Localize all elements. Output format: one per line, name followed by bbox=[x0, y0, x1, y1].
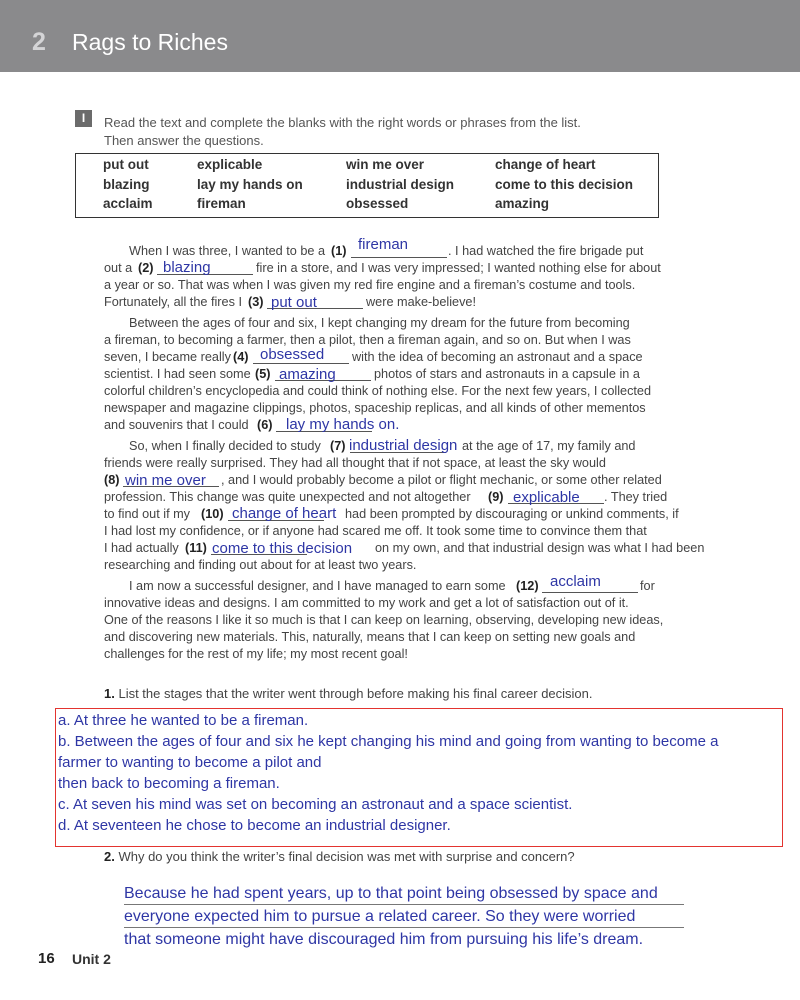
blank-number: (6) bbox=[257, 418, 273, 432]
text-line: . I had watched the fire brigade put bbox=[448, 244, 644, 258]
blank-number: (3) bbox=[248, 295, 264, 309]
blank-number: (11) bbox=[185, 541, 207, 555]
word-item: put out bbox=[103, 157, 149, 172]
word-item: come to this decision bbox=[495, 177, 634, 192]
answer-2-line: everyone expected him to pursue a related career. So they were worried bbox=[124, 908, 636, 925]
text-line: photos of stars and astronauts in a capsule in a bbox=[374, 367, 640, 381]
blank-line bbox=[351, 257, 447, 258]
text-line: with the idea of becoming an astronaut and a space bbox=[352, 350, 643, 364]
word-item: explicable bbox=[197, 157, 263, 172]
blank-number: (4) bbox=[233, 350, 249, 364]
text-line: fire in a store, and I was very impressed; I wanted nothing else for about bbox=[256, 261, 661, 275]
text-line: I had lost my confidence, or if anyone had scared me off. It took some time to convince them that bbox=[104, 524, 647, 538]
question-text: List the stages that the writer went through before making his final career decision. bbox=[118, 686, 593, 701]
question-1 bbox=[104, 686, 593, 701]
text-line: challenges for the rest of my life; my most recent goal! bbox=[104, 647, 408, 661]
unit-number: 2 bbox=[32, 28, 46, 56]
text-line: a fireman, to becoming a farmer, then a pilot, then a fireman again, and so on. But when I was bbox=[104, 333, 631, 347]
blank-answer: put out bbox=[271, 294, 317, 311]
exercise-badge: I bbox=[75, 110, 92, 127]
text-line: scientist. I had seen some bbox=[104, 367, 251, 381]
answer-1-line: b. Between the ages of four and six he kept changing his mind and going from wanting to become a bbox=[58, 733, 719, 750]
exercise-instruction bbox=[104, 114, 704, 150]
blank-answer: change of heart bbox=[232, 505, 337, 522]
word-item: industrial design bbox=[346, 177, 455, 192]
blank-number: (2) bbox=[138, 261, 154, 275]
answer-1-line: then back to becoming a fireman. bbox=[58, 775, 280, 792]
text-line: One of the reasons I like it so much is that I can keep on learning, observing, developing new ideas, bbox=[104, 613, 664, 627]
writing-line bbox=[124, 904, 684, 905]
page-header bbox=[0, 0, 800, 72]
answer-2-line: that someone might have discouraged him from pursuing his life’s dream. bbox=[124, 931, 644, 948]
text-line: had been prompted by discouraging or unkind comments, if bbox=[345, 507, 679, 521]
text-line: . They tried bbox=[604, 490, 668, 504]
text-line: I am now a successful designer, and I have managed to earn some bbox=[129, 579, 506, 593]
question-text: Why do you think the writer’s final decision was met with surprise and concern? bbox=[118, 849, 575, 864]
instruction-line-2: Then answer the questions. bbox=[104, 133, 264, 148]
answer-1-line: farmer to wanting to become a pilot and bbox=[58, 754, 322, 771]
blank-number: (7) bbox=[330, 439, 346, 453]
blank-answer: explicable bbox=[513, 489, 580, 506]
text-line: newspaper and magazine clippings, photos, spaceship replicas, and all kinds of other mementos bbox=[104, 401, 646, 415]
blank-number: (1) bbox=[331, 244, 347, 258]
text-line: Fortunately, all the fires I bbox=[104, 295, 242, 309]
page-number: 16 bbox=[38, 950, 55, 967]
word-item: change of heart bbox=[495, 157, 596, 172]
text-line: , and I would probably become a pilot or flight mechanic, or some other related bbox=[221, 473, 662, 487]
question-number: 2. bbox=[104, 849, 115, 864]
blank-answer: blazing bbox=[163, 259, 211, 276]
text-line: and discovering new materials. This, naturally, means that I can keep on setting new goals and bbox=[104, 630, 636, 644]
word-item: blazing bbox=[103, 177, 150, 192]
blank-line bbox=[542, 592, 638, 593]
blank-number: (8) bbox=[104, 473, 120, 487]
footer-unit-label: Unit 2 bbox=[72, 951, 111, 967]
text-line: a year or so. That was when I was given my red fire engine and a fireman’s costume and tools. bbox=[104, 278, 636, 292]
unit-title: Rags to Riches bbox=[72, 29, 228, 55]
text-line: innovative ideas and designs. I am committed to my work and get a lot of satisfaction out of it. bbox=[104, 596, 629, 610]
answer-1-line: c. At seven his mind was set on becoming an astronaut and a space scientist. bbox=[58, 796, 573, 813]
text-line: at the age of 17, my family and bbox=[462, 439, 636, 453]
blank-answer: come to this decision bbox=[212, 540, 353, 557]
blank-answer: obsessed bbox=[260, 346, 325, 363]
blank-answer: industrial design bbox=[349, 437, 458, 454]
blank-line bbox=[253, 363, 349, 364]
text-line: So, when I finally decided to study bbox=[129, 439, 321, 453]
word-item: fireman bbox=[197, 196, 246, 211]
text-line: on my own, and that industrial design was what I had been bbox=[375, 541, 705, 555]
question-2 bbox=[104, 849, 575, 864]
blank-number: (5) bbox=[255, 367, 271, 381]
text-line: When I was three, I wanted to be a bbox=[129, 244, 326, 258]
question-number: 1. bbox=[104, 686, 115, 701]
answer-2-line: Because he had spent years, up to that point being obsessed by space and bbox=[124, 885, 658, 902]
text-line: Between the ages of four and six, I kept changing my dream for the future from becoming bbox=[129, 316, 630, 330]
text-line: seven, I became really bbox=[104, 350, 231, 364]
text-line: friends were really surprised. They had all thought that if not space, at least the sky would bbox=[104, 456, 606, 470]
word-item: win me over bbox=[346, 157, 425, 172]
blank-answer: amazing bbox=[279, 366, 336, 383]
text-line: were make-believe! bbox=[366, 295, 477, 309]
text-line: colorful children’s encyclopedia and could think of nothing else. For the next few years, I collected bbox=[104, 384, 652, 398]
text-line: researching and finding out about for at least two years. bbox=[104, 558, 417, 572]
blank-number: (12) bbox=[516, 579, 539, 593]
text-line: and souvenirs that I could bbox=[104, 418, 249, 432]
word-item: amazing bbox=[495, 196, 550, 211]
word-item: acclaim bbox=[103, 196, 153, 211]
answer-1-line: a. At three he wanted to be a fireman. bbox=[58, 712, 309, 729]
text-line: out a bbox=[104, 261, 133, 275]
blank-number: (9) bbox=[488, 490, 504, 504]
writing-line bbox=[124, 927, 684, 928]
text-line: profession. This change was quite unexpected and not altogether bbox=[104, 490, 471, 504]
blank-answer: acclaim bbox=[550, 573, 601, 590]
answer-1-line: d. At seventeen he chose to become an industrial designer. bbox=[58, 817, 451, 834]
blank-answer: lay my hands on. bbox=[286, 416, 400, 433]
text-line: for bbox=[640, 579, 655, 593]
blank-answer: win me over bbox=[125, 472, 206, 489]
text-line: I had actually bbox=[104, 541, 179, 555]
blank-number: (10) bbox=[201, 507, 224, 521]
instruction-line-1: Read the text and complete the blanks with the right words or phrases from the list. bbox=[104, 115, 581, 130]
text-line: to find out if my bbox=[104, 507, 191, 521]
word-item: lay my hands on bbox=[197, 177, 303, 192]
word-item: obsessed bbox=[346, 196, 409, 211]
blank-answer: fireman bbox=[358, 236, 409, 253]
